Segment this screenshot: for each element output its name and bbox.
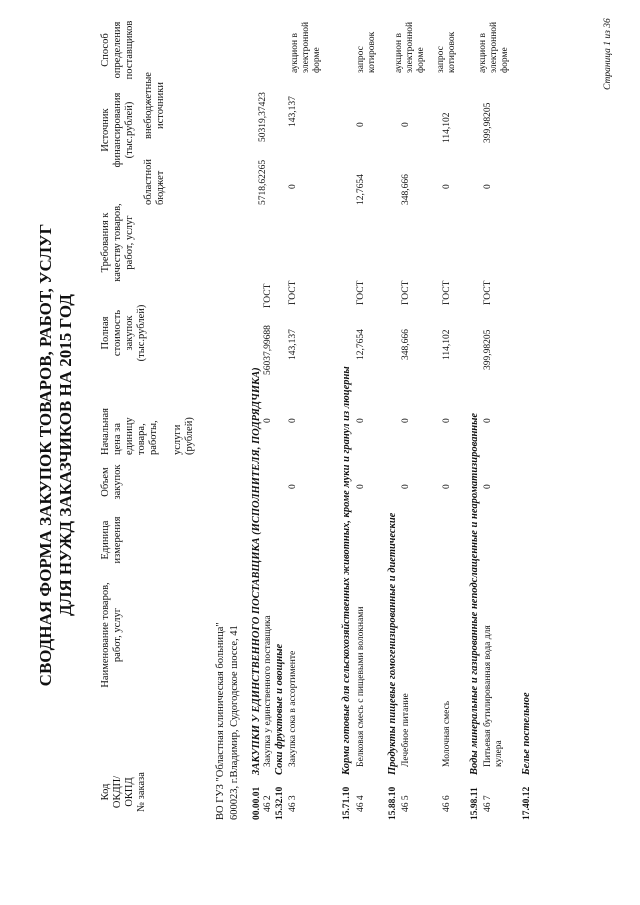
row-method: запрос котировок — [436, 31, 457, 73]
header-funding-extrabudget: внебюджетные источники — [143, 72, 166, 139]
row-price: 0 — [356, 418, 366, 423]
row-total: 143,137 — [288, 329, 298, 360]
row-requirement: ГОСТ — [356, 280, 366, 305]
section-total: 56037,99688 — [263, 325, 273, 375]
row-method: аукцион в электронной форме — [394, 21, 426, 73]
section-code: 15.88.10 — [388, 786, 398, 820]
row-name: Питьевая бутилированная вода для кулера — [483, 625, 504, 767]
row-volume: 0 — [356, 484, 366, 489]
section-code: 15.71.10 — [342, 786, 352, 820]
row-regional: 12,7654 — [356, 174, 366, 205]
header-name: Наименование товаров, работ, услуг — [100, 582, 123, 688]
document-title-line1: СВОДНАЯ ФОРМА ЗАКУПОК ТОВАРОВ, РАБОТ, УСЛУГ — [36, 223, 55, 687]
row-extrabudget: 0 — [356, 122, 366, 127]
header-funding-regional: областной бюджет — [143, 159, 166, 205]
header-requirements: Требования к качеству товаров, работ, услуг — [100, 203, 135, 282]
row-number: 46 7 — [483, 795, 493, 812]
row-requirement: ГОСТ — [288, 280, 298, 305]
header-code: Код ОКДП/ ОКПД № заказа — [100, 772, 147, 812]
section-code: 17.40.12 — [522, 786, 532, 820]
row-volume: 0 — [442, 484, 452, 489]
section-extrabudget: 50319,37423 — [258, 92, 268, 142]
section-price: 0 — [263, 418, 273, 423]
section-code: 15.98.11 — [470, 787, 480, 820]
row-price: 0 — [288, 418, 298, 423]
row-total: 399,98205 — [483, 329, 493, 370]
row-name: Лечебное питание — [401, 693, 411, 767]
section-code: 15.32.10 — [275, 786, 285, 820]
row-regional: 0 — [288, 184, 298, 189]
section-title: ЗАКУПКИ У ЕДИНСТВЕННОГО ПОСТАВЩИКА (ИСПОЛНИТЕЛЯ, ПОДРЯДЧИКА) — [251, 367, 262, 775]
header-unit: Единица измерения — [100, 516, 123, 564]
section-title: Белье постельное — [521, 692, 532, 775]
row-regional: 348,666 — [401, 174, 411, 205]
page-number: Страница 1 из 36 — [603, 18, 613, 90]
row-name: Закупка сока в ассортименте — [288, 650, 298, 767]
row-number: 46 2 — [263, 795, 273, 812]
section-code: 00.00.01 — [252, 786, 262, 820]
row-total: 12,7654 — [356, 329, 366, 360]
row-regional: 0 — [483, 184, 493, 189]
customer-address: 600023, г.Владимир, Судогодское шоссе, 41 — [229, 625, 240, 820]
row-number: 46 6 — [442, 795, 452, 812]
row-method: аукцион в электронной форме — [290, 21, 322, 73]
row-price: 0 — [442, 418, 452, 423]
row-number: 46 5 — [401, 795, 411, 812]
row-price: 0 — [483, 418, 493, 423]
header-volume: Объем закупок — [100, 464, 123, 500]
section-regional: 5718,62265 — [258, 159, 268, 205]
header-price: Начальная цена за единицу товара, работы, услуги (рублей) — [100, 408, 195, 455]
row-extrabudget: 114,102 — [442, 112, 452, 143]
row-volume: 0 — [483, 484, 493, 489]
row-requirement: ГОСТ — [442, 280, 452, 305]
header-total: Полная стоимость закупок (тыс.рублей) — [100, 304, 147, 362]
row-volume: 0 — [401, 484, 411, 489]
row-total: 114,102 — [442, 329, 452, 360]
row-volume: 0 — [288, 484, 298, 489]
row-name: Закупка у единственного поставщика — [263, 615, 273, 767]
row-price: 0 — [401, 418, 411, 423]
document-title-line2: ДЛЯ НУЖД ЗАКАЗЧИКОВ НА 2015 ГОД — [56, 294, 75, 616]
row-number: 46 3 — [288, 795, 298, 812]
row-name: Белковая смесь с пищевыми волокнами — [356, 606, 366, 767]
section-title: Соки фруктовые и овощные — [274, 643, 285, 775]
section-title: Продукты пищевые гомогенизированные и диетические — [387, 512, 398, 775]
row-extrabudget: 0 — [401, 122, 411, 127]
row-method: запрос котировок — [356, 31, 377, 73]
row-number: 46 4 — [356, 795, 366, 812]
row-name: Молочная смесь — [442, 700, 452, 767]
row-method: аукцион в электронной форме — [478, 21, 510, 73]
section-title: Корма готовые для сельскохозяйственных животных, кроме муки и гранул из люцерны — [341, 366, 352, 775]
header-funding: Источник финансирования (тыс.рублей) — [100, 92, 135, 168]
row-requirement: ГОСТ — [401, 280, 411, 305]
row-regional: 0 — [442, 184, 452, 189]
customer-name: ВО ГУЗ "Областная клиническая больница" — [215, 622, 226, 820]
section-requirement: ГОСТ — [263, 283, 273, 308]
header-method: Способ определения поставщиков — [100, 20, 135, 80]
row-extrabudget: 143,137 — [288, 96, 298, 127]
section-title: Воды минеральные и газированные неподслащенные и неароматизированные — [469, 412, 480, 775]
row-requirement: ГОСТ — [483, 280, 493, 305]
row-total: 348,666 — [401, 329, 411, 360]
row-extrabudget: 399,98205 — [483, 102, 493, 143]
